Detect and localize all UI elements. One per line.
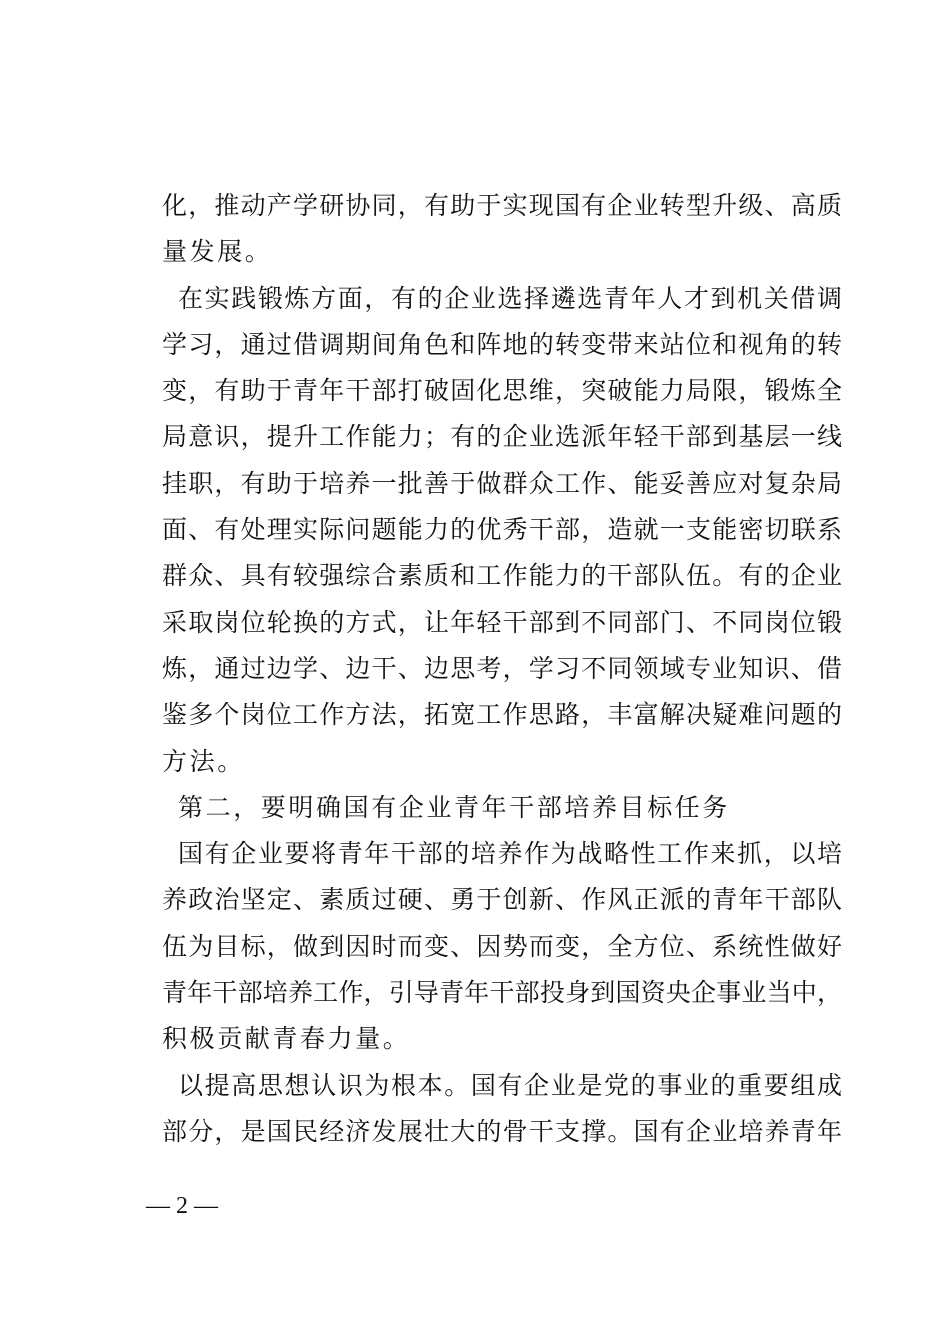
text-line: 变，有助于青年干部打破固化思维，突破能力局限，锻炼全 — [162, 376, 842, 406]
text-line: 挂职，有助于培养一批善于做群众工作、能妥善应对复杂局 — [162, 468, 842, 498]
text-line: 方法。 — [162, 746, 245, 776]
text-line: 量发展。 — [162, 237, 273, 267]
text-line: 鉴多个岗位工作方法，拓宽工作思路，丰富解决疑难问题的 — [162, 700, 842, 730]
section-heading: 第二，要明确国有企业青年干部培养目标任务 — [178, 792, 731, 822]
text-line: 局意识，提升工作能力；有的企业选派年轻干部到基层一线 — [162, 422, 842, 452]
text-line: 积极贡献青春力量。 — [162, 1024, 411, 1054]
text-line: 采取岗位轮换的方式，让年轻干部到不同部门、不同岗位锻 — [162, 607, 842, 637]
text-line: 养政治坚定、素质过硬、勇于创新、作风正派的青年干部队 — [162, 885, 842, 915]
page-number: — 2 — — [146, 1193, 218, 1219]
paragraph-start-line: 在实践锻炼方面，有的企业选择遴选青年人才到机关借调 — [178, 283, 842, 313]
document-body — [162, 183, 842, 1155]
paragraph-start-line: 以提高思想认识为根本。国有企业是党的事业的重要组成 — [178, 1070, 842, 1100]
text-line: 炼，通过边学、边干、边思考，学习不同领域专业知识、借 — [162, 653, 842, 683]
paragraph-start-line: 国有企业要将青年干部的培养作为战略性工作来抓，以培 — [178, 839, 842, 869]
text-line: 青年干部培养工作，引导青年干部投身到国资央企事业当中， — [162, 978, 842, 1008]
text-line: 部分，是国民经济发展壮大的骨干支撑。国有企业培养青年 — [162, 1116, 842, 1146]
text-line: 化，推动产学研协同，有助于实现国有企业转型升级、高质 — [162, 191, 842, 220]
text-line: 学习，通过借调期间角色和阵地的转变带来站位和视角的转 — [162, 329, 842, 359]
text-line: 群众、具有较强综合素质和工作能力的干部队伍。有的企业 — [162, 561, 842, 591]
text-line: 伍为目标，做到因时而变、因势而变，全方位、系统性做好 — [162, 931, 842, 961]
text-line: 面、有处理实际问题能力的优秀干部，造就一支能密切联系 — [162, 515, 842, 545]
